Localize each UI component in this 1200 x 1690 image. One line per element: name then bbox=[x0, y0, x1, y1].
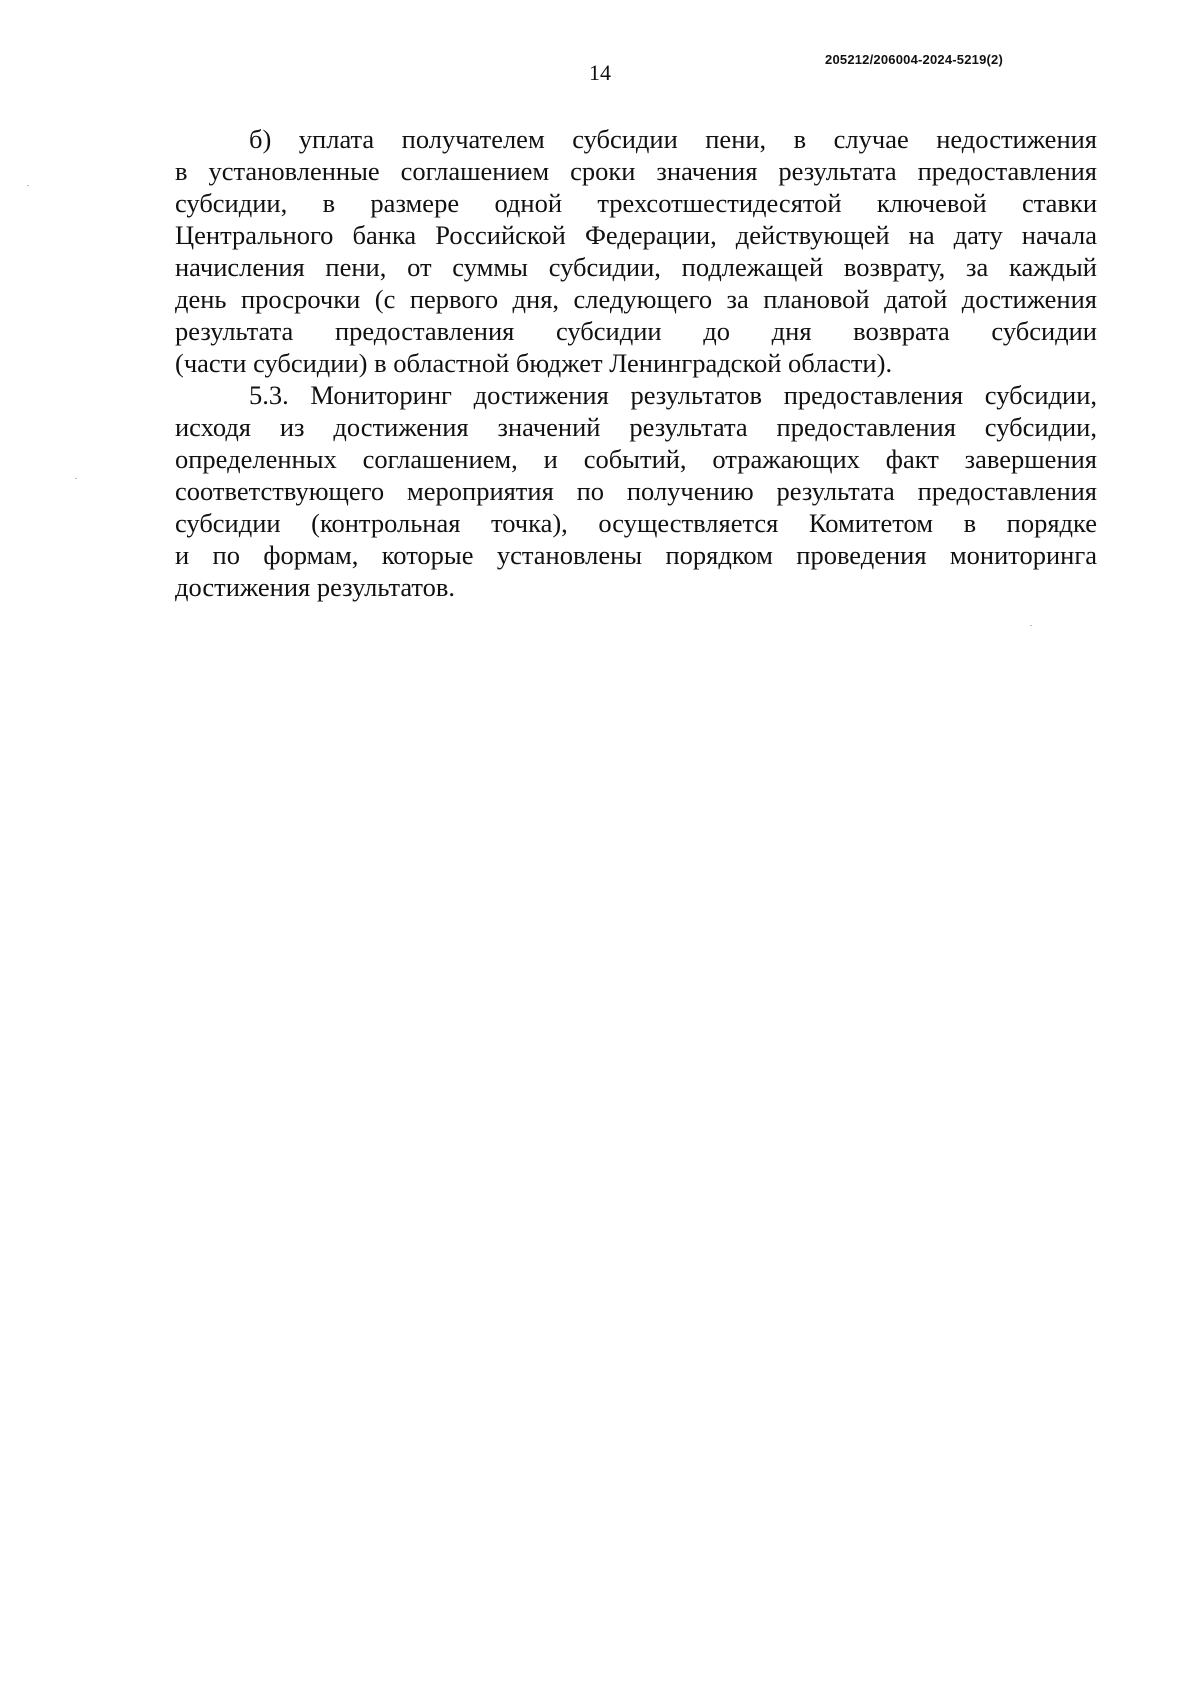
scan-speck bbox=[1030, 625, 1032, 626]
text-line: 5.3. Мониторинг достижения результатов предоставления субсидии, bbox=[249, 380, 1097, 410]
scan-speck bbox=[27, 185, 29, 186]
text-line: (части субсидии) в областной бюджет Ленинградской области). bbox=[175, 348, 893, 378]
text-line: в установленные соглашением сроки значения результата предоставления bbox=[175, 156, 1097, 186]
paragraph-penalty bbox=[175, 123, 1097, 379]
text-line: и по формам, которые установлены порядком проведения мониторинга bbox=[175, 540, 1097, 570]
text-line: исходя из достижения значений результата предоставления субсидии, bbox=[175, 412, 1097, 442]
body-text bbox=[175, 123, 1097, 603]
scan-speck bbox=[75, 478, 77, 479]
text-line: определенных соглашением, и событий, отражающих факт завершения bbox=[175, 444, 1097, 474]
text-line: день просрочки (с первого дня, следующего за плановой датой достижения bbox=[175, 284, 1097, 314]
text-line: результата предоставления субсидии до дня возврата субсидии bbox=[175, 316, 1097, 346]
text-line: субсидии, в размере одной трехсотшестидесятой ключевой ставки bbox=[175, 188, 1097, 218]
page-number: 14 bbox=[589, 60, 611, 85]
text-line: субсидии (контрольная точка), осуществляется Комитетом в порядке bbox=[175, 508, 1097, 538]
text-line: б) уплата получателем субсидии пени, в случае недостижения bbox=[249, 124, 1097, 154]
text-line: начисления пени, от суммы субсидии, подлежащей возврату, за каждый bbox=[175, 252, 1097, 282]
document-id: 205212/206004-2024-5219(2) bbox=[825, 52, 1003, 67]
text-line: Центрального банка Российской Федерации, действующей на дату начала bbox=[175, 220, 1097, 250]
text-line: достижения результатов. bbox=[175, 572, 456, 602]
text-line: соответствующего мероприятия по получению результата предоставления bbox=[175, 476, 1097, 506]
paragraph-monitoring bbox=[175, 379, 1097, 603]
